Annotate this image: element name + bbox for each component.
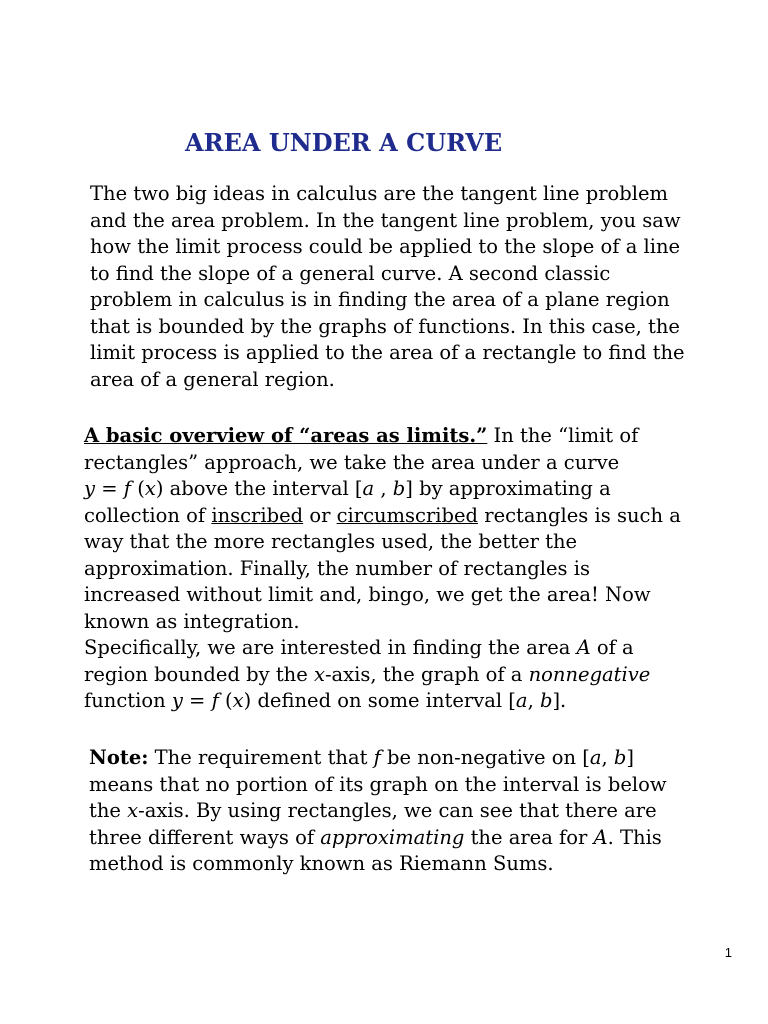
math-var: f <box>373 746 381 769</box>
text-run: ) defined on some interval [ <box>243 689 516 712</box>
overview-paragraph <box>84 423 681 715</box>
text-run: , <box>374 477 393 500</box>
text-run: In the “limit of <box>487 424 639 447</box>
math-var: b <box>613 746 627 769</box>
text-line <box>84 635 681 662</box>
text-line: approximation. Finally, the number of rectangles is <box>84 556 590 580</box>
text-line <box>89 798 667 825</box>
note-label: Note: <box>89 746 149 769</box>
text-line: The two big ideas in calculus are the tangent line problem <box>90 182 669 205</box>
note-paragraph <box>89 745 667 878</box>
circumscribed-term: circumscribed <box>336 503 479 527</box>
text-line: area of a general region. <box>90 367 335 391</box>
text-run: three different ways of <box>89 825 321 849</box>
overview-heading: A basic overview of “areas as limits.” <box>84 424 488 447</box>
text-run: the <box>89 799 128 822</box>
text-line: means that no portion of its graph on the interval is below <box>89 772 667 796</box>
text-run: ] by approximating a <box>405 477 611 500</box>
text-line: known as integration. <box>84 609 300 633</box>
text-run: ) above the interval [ <box>155 477 363 500</box>
math-var: f <box>211 689 219 712</box>
math-var: x <box>313 662 325 686</box>
text-run: ( <box>131 477 145 500</box>
text-run: or <box>303 503 337 527</box>
text-line: increased without limit and, bingo, we get the area! Now <box>84 583 651 606</box>
text-run: of a <box>590 636 634 659</box>
emphasis-term: nonnegative <box>528 662 651 686</box>
text-line: to find the slope of a general curve. A second classic <box>90 261 611 285</box>
text-run: , <box>601 746 614 769</box>
emphasis-term: approximating <box>320 825 465 849</box>
text-run: Specifically, we are interested in finding the area <box>84 636 577 659</box>
page-title: AREA UNDER A CURVE <box>185 128 503 157</box>
text-run: The requirement that <box>148 746 374 769</box>
text-run: be non-negative on [ <box>380 746 590 769</box>
math-var: y <box>84 477 96 500</box>
text-line <box>89 825 667 852</box>
math-var: a <box>589 746 602 769</box>
text-line: way that the more rectangles used, the better the <box>84 530 578 553</box>
text-run: ( <box>218 689 233 712</box>
text-run: collection of <box>84 503 212 527</box>
math-var: x <box>127 799 139 822</box>
text-line <box>84 662 681 689</box>
text-line <box>84 688 681 715</box>
text-line <box>89 745 667 772</box>
page-number: 1 <box>724 945 732 960</box>
text-run: -axis. By using rectangles, we can see that there are <box>138 799 657 822</box>
text-run: , <box>527 689 540 712</box>
intro-paragraph <box>90 181 685 393</box>
text-run: rectangles is such a <box>478 503 681 527</box>
text-run: -axis, the graph of a <box>324 662 529 686</box>
math-var: y <box>171 689 183 712</box>
math-var: x <box>232 689 244 712</box>
text-line <box>84 503 681 530</box>
text-run: = <box>95 477 124 500</box>
text-run: ] <box>626 746 635 769</box>
math-var: b <box>392 477 406 500</box>
math-var: a <box>515 689 528 712</box>
math-var: a <box>362 477 375 500</box>
text-run: = <box>182 689 212 712</box>
inscribed-term: inscribed <box>211 503 304 527</box>
text-line: how the limit process could be applied to the slope of a line <box>90 235 681 258</box>
text-run: . This <box>607 825 662 849</box>
text-run: the area for <box>464 825 594 849</box>
math-var: A <box>576 636 591 659</box>
math-var: b <box>539 689 553 712</box>
text-line: limit process is applied to the area of a rectangle to find the <box>90 341 685 364</box>
text-line <box>84 423 681 450</box>
text-line <box>84 476 681 503</box>
text-line: that is bounded by the graphs of functions. In this case, the <box>90 314 680 338</box>
text-line: method is commonly known as Riemann Sums. <box>89 852 554 875</box>
text-run: region bounded by the <box>84 662 314 686</box>
text-run: function <box>84 689 172 712</box>
text-run: ]. <box>552 689 567 712</box>
text-line: problem in calculus is in finding the area of a plane region <box>90 288 670 311</box>
math-var: x <box>144 477 156 500</box>
text-line: rectangles” approach, we take the area under a curve <box>84 450 620 474</box>
text-line: and the area problem. In the tangent line problem, you saw <box>90 208 681 232</box>
math-var: A <box>593 825 608 849</box>
math-var: f <box>123 477 131 500</box>
